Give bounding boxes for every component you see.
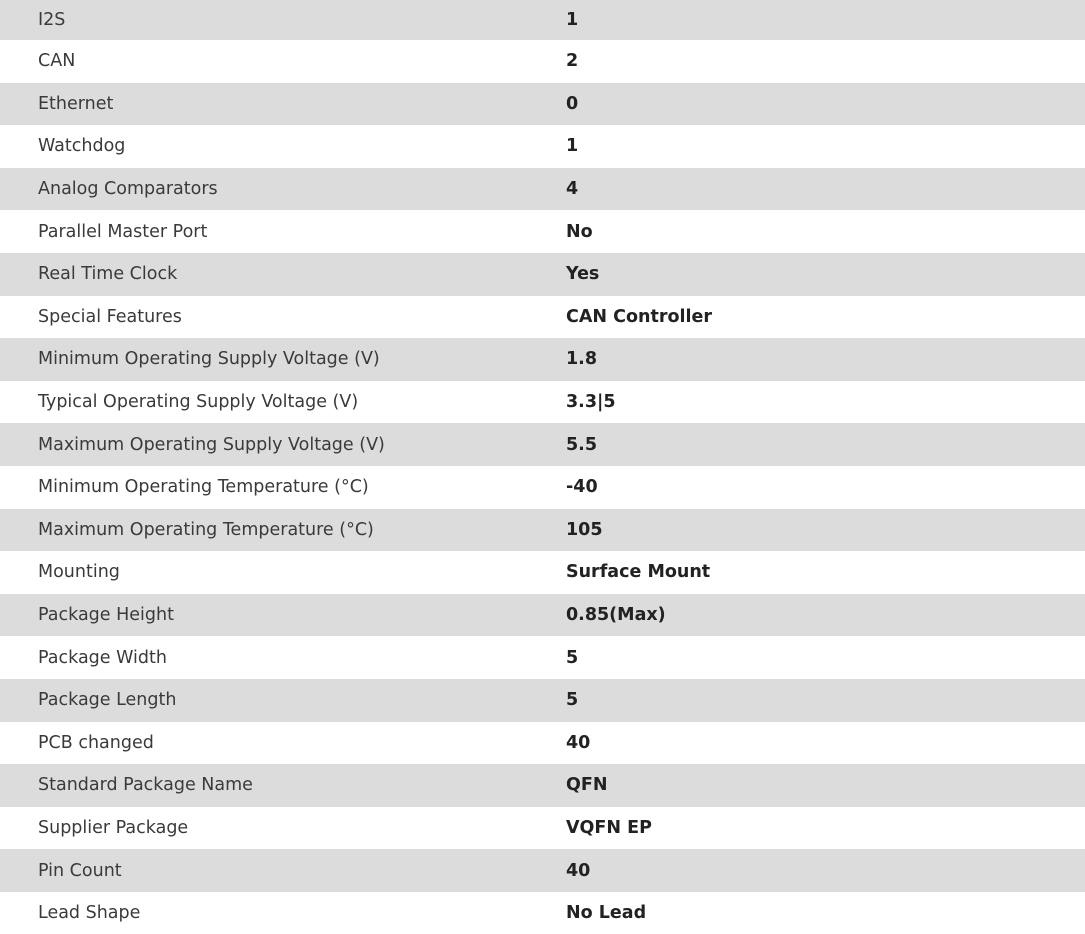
- spec-row-special-features: [0, 296, 1085, 339]
- spec-label: Watchdog: [38, 136, 126, 157]
- spec-row-pin-count: [0, 849, 1085, 892]
- spec-label: Lead Shape: [38, 903, 141, 924]
- spec-label: Maximum Operating Supply Voltage (V): [38, 434, 385, 455]
- spec-row-standard-package-name: [0, 764, 1085, 807]
- spec-row-pcb-changed: [0, 722, 1085, 765]
- spec-label: Package Height: [38, 605, 174, 626]
- spec-row-real-time-clock: [0, 253, 1085, 296]
- spec-row-max-temperature: [0, 509, 1085, 552]
- spec-row-parallel-master-port: [0, 210, 1085, 253]
- spec-value: 4: [566, 179, 579, 200]
- spec-label: Analog Comparators: [38, 179, 218, 200]
- spec-value: 40: [566, 732, 591, 753]
- spec-label: PCB changed: [38, 732, 154, 753]
- spec-value: 0.85(Max): [566, 605, 666, 626]
- spec-value: 1: [566, 136, 579, 157]
- spec-row-can: [0, 40, 1085, 83]
- spec-value: 5.5: [566, 434, 598, 455]
- spec-value: 3.3|5: [566, 392, 616, 413]
- spec-label: Maximum Operating Temperature (°C): [38, 519, 374, 540]
- spec-row-supplier-package: [0, 807, 1085, 850]
- spec-row-watchdog: [0, 125, 1085, 168]
- spec-value: 40: [566, 860, 591, 881]
- spec-value: No: [566, 221, 593, 242]
- spec-label: Supplier Package: [38, 817, 189, 838]
- spec-label: CAN: [38, 51, 76, 72]
- spec-row-ethernet: [0, 83, 1085, 126]
- spec-label: Package Length: [38, 690, 177, 711]
- spec-value: VQFN EP: [566, 817, 652, 838]
- spec-value: No Lead: [566, 903, 647, 924]
- spec-value: 1: [566, 10, 579, 30]
- spec-label: Special Features: [38, 306, 182, 327]
- spec-value: 1.8: [566, 349, 598, 370]
- spec-value: QFN: [566, 775, 608, 796]
- spec-label: Ethernet: [38, 93, 114, 114]
- spec-row-package-length: [0, 679, 1085, 722]
- spec-row-package-height: [0, 594, 1085, 637]
- spec-value: Yes: [566, 264, 600, 285]
- spec-value: 105: [566, 519, 603, 540]
- spec-label: Standard Package Name: [38, 775, 253, 796]
- spec-value: 0: [566, 93, 579, 114]
- spec-label: Pin Count: [38, 860, 122, 881]
- spec-row-i2s: [0, 0, 1085, 40]
- spec-row-lead-shape: [0, 892, 1085, 934]
- spec-label: I2S: [38, 10, 66, 30]
- spec-value: 2: [566, 51, 579, 72]
- spec-row-package-width: [0, 636, 1085, 679]
- spec-row-mounting: [0, 551, 1085, 594]
- spec-label: Mounting: [38, 562, 120, 583]
- spec-row-max-supply-voltage: [0, 423, 1085, 466]
- spec-label: Parallel Master Port: [38, 221, 208, 242]
- spec-value: 5: [566, 647, 579, 668]
- spec-label: Package Width: [38, 647, 167, 668]
- spec-value: -40: [566, 477, 598, 498]
- spec-label: Real Time Clock: [38, 264, 178, 285]
- spec-value: CAN Controller: [566, 306, 712, 327]
- spec-value: 5: [566, 690, 579, 711]
- spec-row-typical-supply-voltage: [0, 381, 1085, 424]
- spec-label: Minimum Operating Temperature (°C): [38, 477, 369, 498]
- spec-label: Typical Operating Supply Voltage (V): [38, 392, 359, 413]
- spec-row-analog-comparators: [0, 168, 1085, 211]
- spec-label: Minimum Operating Supply Voltage (V): [38, 349, 380, 370]
- spec-row-min-temperature: [0, 466, 1085, 509]
- spec-row-min-supply-voltage: [0, 338, 1085, 381]
- spec-value: Surface Mount: [566, 562, 711, 583]
